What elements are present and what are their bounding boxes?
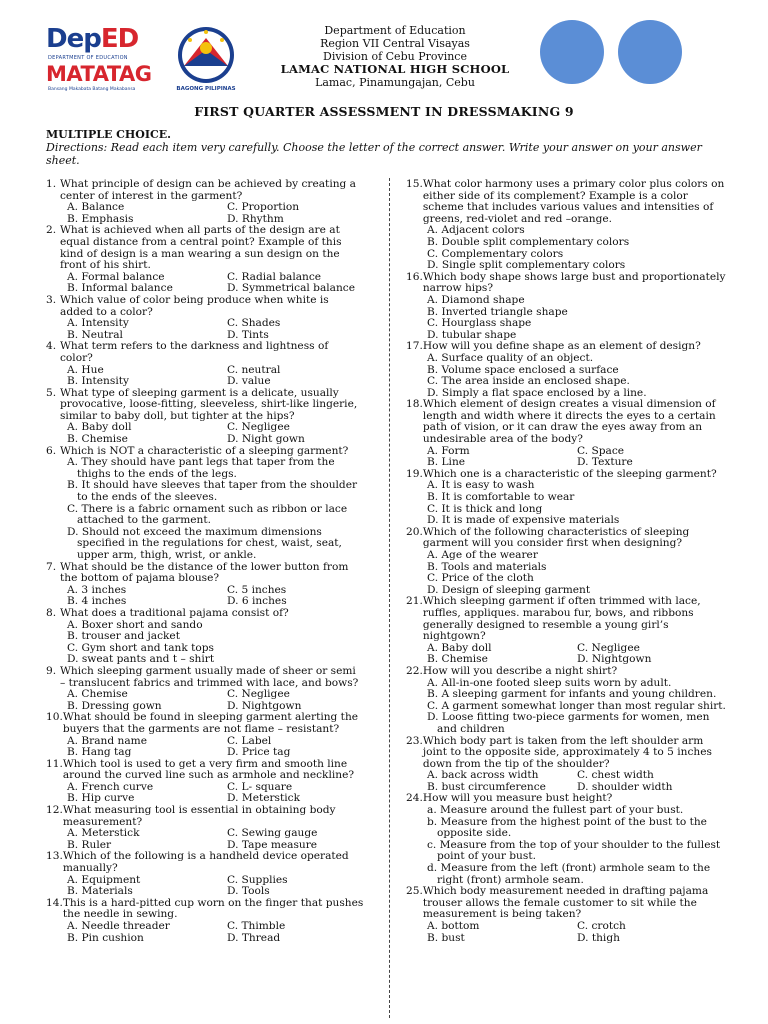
question-item [46, 759, 364, 805]
answer-choices [46, 736, 364, 759]
answer-choice: D. It is made of expensive materials [427, 514, 620, 527]
question-text: What is achieved when all parts of the design are at equal distance from a central point? Example of this kind of design is a man wearing a sun design on the front of his shirt. [60, 224, 342, 272]
question-number: 16. [406, 270, 423, 283]
answer-choice: A. back across width [427, 769, 539, 782]
answer-choice: B. Hip curve [67, 792, 135, 805]
question-stem [46, 295, 364, 318]
answer-choices [46, 202, 364, 225]
question-text: Which value of color being produce when white is added to a color? [60, 293, 329, 318]
question-item [406, 736, 728, 794]
question-number: 25. [406, 885, 423, 898]
answer-choices [46, 318, 364, 341]
school-header: Department of Education Region VII Central Visayas Division of Cebu Province LAMAC NATIONAL HIGH SCHOOL Lamac, Pinamungajan, Cebu [250, 24, 540, 89]
answer-choices [46, 272, 364, 295]
answer-choice: C. Space [577, 444, 625, 457]
question-number: 2. [46, 224, 57, 237]
question-text: What principle of design can be achieved by creating a center of interest in the garment? [60, 178, 356, 202]
answer-choices [46, 921, 364, 944]
question-stem [406, 399, 728, 445]
answer-choice: C. It is thick and long [427, 502, 543, 515]
answer-choice: D. Tools [227, 885, 270, 898]
question-item [46, 562, 364, 608]
question-item [406, 666, 728, 736]
answer-choice: C. The area inside an enclosed shape. [427, 375, 630, 388]
answer-choices [46, 457, 364, 561]
answer-choice: B. It is comfortable to wear [427, 491, 575, 504]
question-text: How will you define shape as an element of design? [422, 340, 701, 353]
answer-choice: C. Negligee [227, 688, 290, 701]
answer-choice: B. Chemise [427, 653, 488, 666]
answer-choice: B. Hang tag [67, 746, 132, 759]
answer-choice: A. Chemise [67, 688, 128, 701]
question-item [46, 179, 364, 225]
answer-choice: C. Radial balance [227, 270, 322, 283]
choice-row [67, 747, 364, 759]
question-item [46, 446, 364, 562]
answer-choice: A. They should have pant legs that taper from the thighs to the ends of the legs. [67, 456, 335, 480]
question-stem [46, 805, 364, 828]
question-item [46, 898, 364, 944]
answer-choices [46, 585, 364, 608]
answer-choice: B. trouser and jacket [67, 630, 180, 643]
question-item [46, 851, 364, 897]
choice-row [67, 434, 364, 446]
answer-choice: B. Dressing gown [67, 699, 162, 712]
answer-choice: C. Negligee [577, 641, 640, 654]
choice-row [67, 921, 364, 933]
answer-choices [46, 875, 364, 898]
choice-row [67, 933, 364, 945]
answer-choice: B. Ruler [67, 838, 112, 851]
question-item [46, 608, 364, 666]
question-number: 5. [46, 386, 57, 399]
answer-choice: C. Sewing gauge [227, 827, 318, 840]
question-number: 11. [46, 757, 63, 770]
answer-choice: B. Emphasis [67, 212, 134, 225]
question-text: Which of the following characteristics of sleeping garment will you consider first when designing? [422, 525, 690, 550]
answer-choice: D. Price tag [227, 746, 291, 759]
answer-choice: B. Tools and materials [427, 560, 547, 573]
question-number: 14. [46, 896, 63, 909]
answer-choice: C. chest width [577, 769, 654, 782]
answer-choice: A. Formal balance [67, 270, 165, 283]
answer-choices [406, 295, 728, 341]
answer-choice: B. Line [427, 456, 466, 469]
answer-choice: D. Tints [227, 328, 269, 341]
question-stem [46, 388, 364, 423]
question-item [406, 179, 728, 272]
answer-choice: A. Boxer short and sando [67, 618, 203, 631]
question-text: Which body shape shows large bust and proportionately narrow hips? [422, 270, 726, 295]
answer-choices [46, 782, 364, 805]
seal-icon [174, 24, 238, 86]
answer-choice: D. Should not exceed the maximum dimensions specified in the regulations for chest, waist, seat, upper arm, thigh, wrist, or ankle. [67, 525, 342, 561]
question-stem [46, 341, 364, 364]
answer-choice: A. Intensity [67, 317, 129, 330]
question-text: Which of the following is a handheld device operated manually? [62, 850, 349, 875]
answer-choice: D. Texture [577, 456, 633, 469]
answer-choice: A. Diamond shape [427, 293, 525, 306]
answer-choice: D. Rhythm [227, 212, 284, 225]
right-column [406, 179, 728, 944]
question-item [406, 399, 728, 469]
answer-choice: c. Measure from the top of your shoulder to the fullest point of your bust. [427, 838, 721, 863]
answer-choice: B. Double split complementary colors [427, 235, 630, 248]
school-name: LAMAC NATIONAL HIGH SCHOOL [280, 62, 510, 76]
answer-choice: B. Pin cushion [67, 931, 144, 944]
answer-choices [406, 225, 728, 271]
header-logos [38, 24, 278, 96]
answer-choice: C. Complementary colors [427, 247, 564, 260]
question-stem [406, 666, 728, 678]
question-number: 9. [46, 664, 57, 677]
question-text: Which body part is taken from the left shoulder arm joint to the opposite side, approximately 4 to 5 inches down from the tip of the shoulder? [422, 734, 712, 770]
logo-placeholder-circle [618, 20, 682, 84]
question-text: What term refers to the darkness and lightness of color? [60, 340, 329, 364]
answer-choice: D. Loose fitting two-piece garments for women, men and children [427, 711, 710, 735]
answer-choices [46, 689, 364, 712]
question-text: Which tool is used to get a very firm and smooth line around the curved line such as armhole and neckline? [62, 757, 355, 782]
question-stem [46, 759, 364, 782]
answer-choice: D. Night gown [227, 433, 305, 446]
choice-row [427, 933, 728, 945]
question-text: What measuring tool is essential in obtaining body measurement? [62, 804, 336, 828]
question-item [406, 341, 728, 399]
answer-choice: A. Age of the wearer [427, 549, 538, 561]
answer-choice: D. 6 inches [227, 595, 287, 608]
directions: Directions: Read each item very carefully. Choose the letter of the correct answer. Write your answer on your answer sheet. [46, 141, 702, 167]
question-number: 4. [46, 340, 57, 353]
answer-choice: D. Symmetrical balance [227, 282, 355, 295]
question-item [46, 712, 364, 758]
answer-choice: C. There is a fabric ornament such as ribbon or lace attached to the garment. [67, 502, 348, 527]
answer-choices [46, 828, 364, 851]
answer-choice: B. 4 inches [67, 595, 127, 608]
column-divider [389, 178, 390, 1018]
answer-choice: C. Gym short and tank tops [67, 641, 214, 654]
question-stem [46, 712, 364, 735]
answer-choices [406, 678, 728, 736]
answer-choice: A. Balance [67, 201, 125, 214]
question-stem [46, 179, 364, 202]
answer-choice: C. Price of the cloth [427, 572, 534, 585]
answer-choice: D. Meterstick [227, 792, 300, 805]
answer-choice: b. Measure from the highest point of the bust to the opposite side. [427, 815, 707, 840]
answer-choice: D. tubular shape [427, 328, 517, 341]
section-heading: MULTIPLE CHOICE. [46, 128, 172, 141]
question-item [46, 225, 364, 295]
question-stem [406, 596, 728, 642]
question-number: 21. [406, 595, 423, 608]
question-number: 22. [406, 664, 423, 677]
answer-choice: C. 5 inches [227, 583, 287, 596]
question-stem [46, 851, 364, 874]
answer-choice: B. Inverted triangle shape [427, 305, 568, 318]
answer-choice: D. Design of sleeping garment [427, 583, 591, 596]
question-stem [46, 608, 364, 620]
answer-choice: D. shoulder width [577, 780, 673, 793]
answer-choice: A. Needle threader [67, 920, 170, 932]
question-stem [406, 886, 728, 921]
answer-choice: B. Volume space enclosed a surface [427, 363, 619, 376]
deped-matatag-logo: DepED DEPARTMENT OF EDUCATION MATATAG Bansang Makabata Batang Makabansa [46, 24, 152, 92]
question-item [406, 886, 728, 944]
answer-choices [406, 446, 728, 469]
question-number: 15. [406, 178, 423, 190]
question-text: Which sleeping garment usually made of sheer or semi – translucent fabrics and trimmed with lace, and bows? [60, 664, 359, 689]
question-text: Which body measurement needed in drafting pajama trouser allows the female customer to sit while the measurement is being taken? [422, 885, 709, 921]
question-item [46, 295, 364, 341]
answer-choice: D. value [227, 375, 271, 388]
answer-choice: C. A garment somewhat longer than most regular shirt. [427, 699, 726, 712]
answer-choices [46, 365, 364, 388]
question-stem [46, 225, 364, 271]
choice-row [67, 689, 364, 701]
answer-choice: B. bust [427, 931, 465, 944]
question-number: 23. [406, 734, 423, 747]
answer-choice: C. neutral [227, 363, 281, 376]
page-title: FIRST QUARTER ASSESSMENT IN DRESSMAKING 9 [194, 104, 574, 119]
answer-choice: C. Label [227, 734, 272, 747]
answer-choice: A. Surface quality of an object. [427, 351, 594, 364]
choice-row [427, 921, 728, 933]
answer-choice: d. Measure from the left (front) armhole seam to the right (front) armhole seam. [427, 862, 711, 886]
answer-choice: C. Negligee [227, 421, 290, 434]
choice-row [67, 376, 364, 388]
answer-choices [46, 620, 364, 666]
answer-choice: B. Neutral [67, 328, 123, 341]
answer-choices [406, 480, 728, 526]
question-text: Which element of design creates a visual dimension of length and width where it directs the eyes to a certain path of vision, or it can draw the eyes away from an undesirable area of the body? [422, 398, 716, 446]
question-text: Which sleeping garment if often trimmed with lace, ruffles, appliques. marabou fur, bows, and ribbons generally designed to resemble a young girl’s nightgown? [422, 595, 701, 643]
answer-choice: C. Hourglass shape [427, 317, 532, 330]
question-number: 18. [406, 398, 423, 411]
answer-choice: B. bust circumference [427, 780, 546, 793]
question-item [46, 666, 364, 712]
question-stem [46, 898, 364, 921]
answer-choice: B. It should have sleeves that taper from the shoulder to the ends of the sleeves. [67, 479, 358, 504]
answer-choice: C. Shades [227, 317, 281, 330]
answer-choice: B. Intensity [67, 375, 129, 388]
question-stem [46, 562, 364, 585]
question-text: Which one is a characteristic of the sleeping garment? [422, 467, 717, 480]
question-item [406, 596, 728, 666]
answer-choice: D. Nightgown [577, 653, 652, 666]
answer-choice: A. Brand name [67, 734, 147, 747]
answer-choice: A. Baby doll [427, 641, 492, 654]
answer-choices [406, 550, 728, 596]
answer-choice: A. bottom [427, 920, 480, 932]
question-number: 8. [46, 606, 57, 619]
question-number: 13. [46, 850, 63, 863]
answer-choice: A. Equipment [67, 873, 141, 886]
question-stem [46, 666, 364, 689]
question-number: 1. [46, 178, 57, 190]
answer-choice: D. Single split complementary colors [427, 259, 626, 272]
question-item [46, 805, 364, 851]
answer-choice: A. Form [427, 444, 470, 457]
question-item [46, 388, 364, 446]
answer-choices [406, 921, 728, 944]
question-text: How will you describe a night shirt? [422, 664, 618, 677]
question-number: 12. [46, 804, 63, 817]
question-item [406, 272, 728, 342]
answer-choice: A. Baby doll [67, 421, 132, 434]
question-stem [406, 527, 728, 550]
bagong-pilipinas-seal: BAGONG PILIPINAS [174, 24, 244, 96]
question-text: What type of sleeping garment is a delicate, usually provocative, loose-fitting, sleeveless, shirt-like lingerie, similar to baby doll, but tighter at the hips? [60, 386, 358, 422]
question-number: 7. [46, 560, 57, 573]
question-item [46, 341, 364, 387]
answer-choice: B. Materials [67, 885, 133, 898]
answer-choices [406, 805, 728, 886]
logo-placeholder-circle [540, 20, 604, 84]
question-text: This is a hard-pitted cup worn on the finger that pushes the needle in sewing. [62, 896, 364, 921]
answer-choice: B. A sleeping garment for infants and young children. [427, 688, 717, 701]
answer-choice: A. 3 inches [67, 583, 127, 596]
answer-choice: A. Hue [67, 363, 104, 376]
question-number: 3. [46, 293, 57, 306]
question-number: 10. [46, 711, 63, 724]
question-item [406, 793, 728, 886]
answer-choice: D. Thread [227, 931, 281, 944]
answer-choice: a. Measure around the fullest part of your bust. [427, 804, 684, 817]
answer-choice: C. L- square [227, 780, 293, 793]
question-number: 17. [406, 340, 423, 353]
question-stem [406, 272, 728, 295]
answer-choice: D. Nightgown [227, 699, 302, 712]
question-number: 19. [406, 467, 423, 480]
left-column [46, 179, 364, 944]
answer-choices [406, 353, 728, 399]
question-item [406, 469, 728, 527]
answer-choice: D. thigh [577, 931, 620, 944]
answer-choice: A. All-in-one footed sleep suits worn by adult. [427, 676, 672, 689]
answer-choices [406, 643, 728, 666]
answer-choice: B. Chemise [67, 433, 128, 446]
answer-choice: C. Supplies [227, 873, 288, 886]
question-text: What should be the distance of the lower button from the bottom of pajama blouse? [60, 560, 349, 585]
answer-choice: A. French curve [67, 780, 154, 793]
question-text: What color harmony uses a primary color plus colors on either side of its complement? Example is a color scheme that includes various values and intensities of greens, red-violet and red –orange. [422, 178, 725, 225]
answer-choice: C. crotch [577, 920, 626, 932]
answer-choices [406, 770, 728, 793]
question-text: What should be found in sleeping garment alerting the buyers that the garments are not flame – resistant? [62, 711, 359, 735]
question-number: 20. [406, 525, 423, 538]
answer-choice: A. Adjacent colors [427, 224, 525, 237]
question-stem [406, 179, 728, 225]
choice-row [67, 318, 364, 330]
question-number: 6. [46, 444, 57, 457]
question-text: What does a traditional pajama consist of? [60, 606, 289, 619]
answer-choice: D. sweat pants and t – shirt [67, 653, 215, 666]
answer-choice: C. Thimble [227, 920, 286, 932]
answer-choice: C. Proportion [227, 201, 300, 214]
answer-choice: D. Simply a flat space enclosed by a line. [427, 386, 647, 399]
choice-row [67, 828, 364, 840]
answer-choice: A. It is easy to wash [427, 479, 535, 492]
answer-choice: B. Informal balance [67, 282, 173, 295]
question-item [406, 527, 728, 597]
question-stem [406, 736, 728, 771]
answer-choice: D. Tape measure [227, 838, 318, 851]
question-text: How will you measure bust height? [422, 792, 613, 805]
answer-choice: A. Meterstick [67, 827, 140, 840]
answer-choices [46, 422, 364, 445]
question-number: 24. [406, 792, 423, 805]
question-text: Which is NOT a characteristic of a sleeping garment? [60, 444, 349, 457]
